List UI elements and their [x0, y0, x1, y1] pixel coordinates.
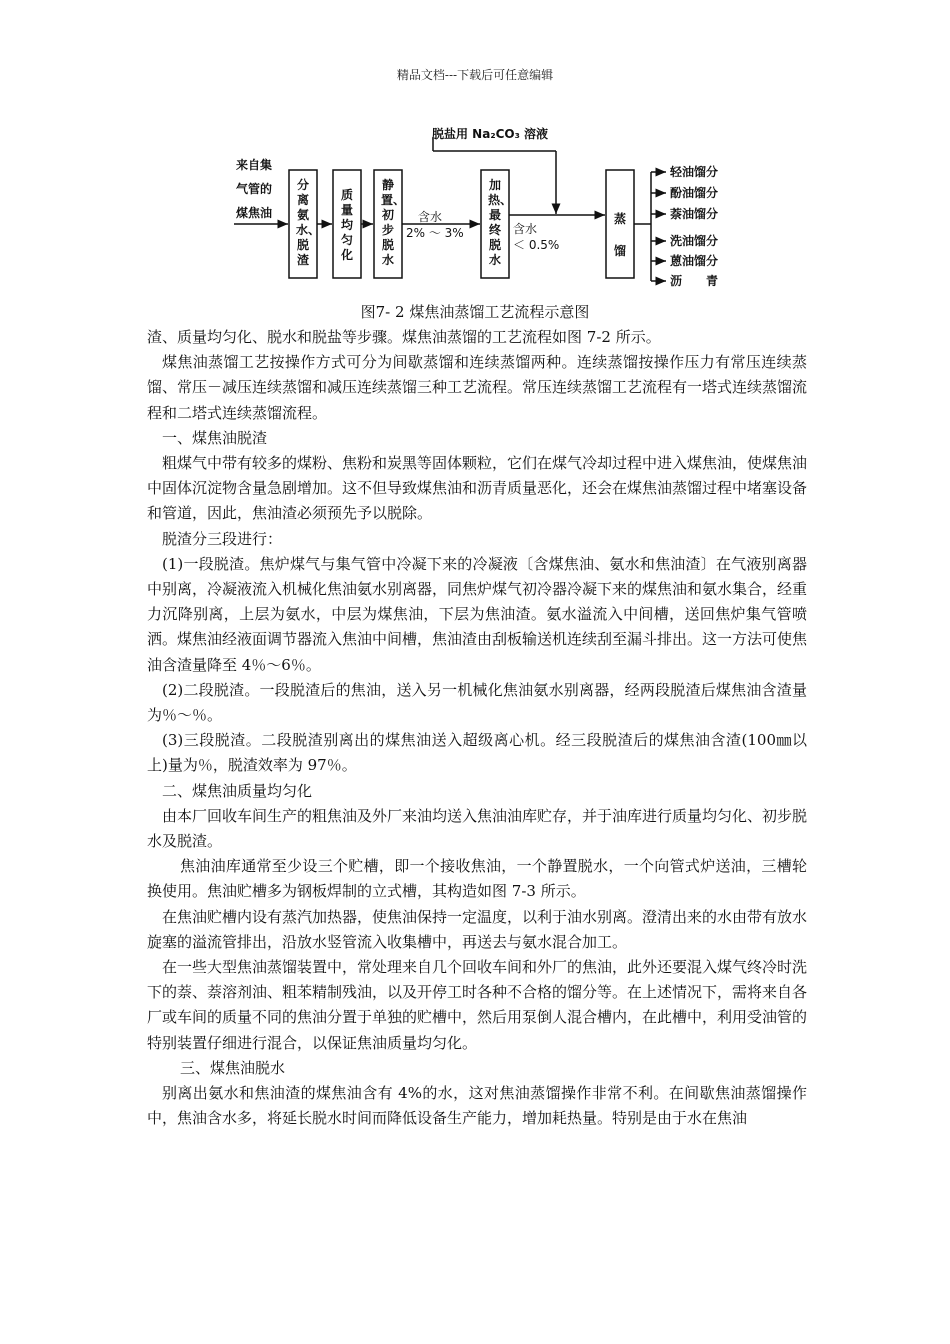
paragraph: 由本厂回收车间生产的粗焦油及外厂来油均送入焦油油库贮存，并于油库进行质量均匀化、初步脱水及脱渣。: [147, 806, 808, 851]
process-flow-diagram: [230, 123, 720, 295]
paragraph: 在焦油贮槽内设有蒸汽加热器，使焦油保持一定温度，以利于油水别离。澄清出来的水由带有放水旋塞的溢流管排出，沿放水竖管流入收集槽中，再送去与氨水混合加工。: [147, 907, 808, 951]
box-settling-label: 静置、初步脱水: [381, 178, 406, 267]
water-label-1: 含水: [418, 210, 443, 224]
source-label-line1: 来自集: [236, 158, 273, 172]
paragraph: (1)一段脱渣。焦炉煤气与集气管中冷凝下来的冷凝液〔含煤焦油、氨水和焦油渣〕在气液别离器中别离，冷凝液流入机械化焦油氨水别离器，同焦炉煤气初冷器冷凝下来的煤焦油和氨水集合，经重力沉降别离，上层为氨水，中层为煤焦油，下层为焦油渣。氨水溢流入中间槽，送回焦炉集气管喷洒。煤焦油经液面调节器流入焦油中间槽，焦油渣由刮板输送机连续刮至漏斗排出。这一方法可使焦油含渣量降至 4％～6％。: [147, 554, 808, 674]
paragraph: 粗煤气中带有较多的煤粉、焦粉和炭黑等固体颗粒，它们在煤气冷却过程中进入煤焦油，使煤焦油中固体沉淀物含量急剧增加。这不但导致煤焦油和沥青质量恶化，还会在煤焦油蒸馏过程中堵塞设备和管道，因此，焦油渣必须预先予以脱除。: [147, 454, 808, 523]
box-homogenization-label: 质量均匀化: [340, 188, 353, 262]
section-heading: 三、煤焦油脱水: [180, 1058, 286, 1077]
document-body: [147, 325, 807, 1132]
paragraph: 别离出氨水和焦油渣的煤焦油含有 4%的水，这对焦油蒸馏操作非常不利。在间歇焦油蒸馏操作中，焦油含水多，将延长脱水时间而降低设备生产能力，增加耗热量。特别是由于水在焦油: [147, 1084, 807, 1128]
section-heading: 二、煤焦油质量均匀化: [162, 781, 313, 800]
output-phenol-oil: 酚油馏分: [670, 186, 719, 200]
source-label-line3: 煤焦油: [236, 206, 273, 220]
box-distillation-label: 蒸馏: [613, 212, 626, 258]
output-naphthalene-oil: 萘油馏分: [670, 207, 719, 221]
output-pitch: 沥 青: [670, 274, 719, 288]
source-label-line2: 气管的: [236, 182, 273, 196]
paragraph: 焦油油库通常至少设三个贮槽，即一个接收焦油，一个静置脱水，一个向管式炉送油，三槽轮换使用。焦油贮槽多为钢板焊制的立式槽，其构造如图 7-3 所示。: [147, 857, 807, 901]
na2co3-label: 脱盐用 Na₂CO₃ 溶液: [432, 127, 549, 141]
output-anthracene-oil: 蒽油馏分: [670, 254, 719, 268]
paragraph: 脱渣分三段进行：: [162, 529, 283, 548]
water-value-1: 2% ～ 3%: [406, 226, 464, 240]
box-separation-label: 分离氨水、脱渣: [296, 178, 321, 267]
section-heading: 一、煤焦油脱渣: [162, 428, 268, 447]
paragraph: 渣、质量均匀化、脱水和脱盐等步骤。煤焦油蒸馏的工艺流程如图 7-2 所示。: [147, 328, 661, 346]
water-label-2: 含水: [513, 222, 538, 236]
figure-caption: 图7- 2 煤焦油蒸馏工艺流程示意图: [360, 303, 590, 321]
paragraph: 在一些大型焦油蒸馏装置中，常处理来自几个回收车间和外厂的焦油，此外还要混入煤气终冷时洗下的萘、萘溶剂油、粗苯精制残油，以及开停工时各种不合格的馏分等。在上述情况下，需将来自各厂或车间的质量不同的焦油分置于单独的贮槽中，然后用泵倒人混合槽内，在此槽中，利用受油管的特别装置仔细进行混合，以保证焦油质量均匀化。: [147, 958, 808, 1052]
paragraph: (3)三段脱渣。二段脱渣别离出的煤焦油送入超级离心机。经三段脱渣后的煤焦油含渣(100㎜以上)量为％，脱渣效率为 97％。: [147, 731, 807, 775]
output-light-oil: 轻油馏分: [670, 165, 719, 179]
page-header: 精品文档---下载后可任意编辑: [396, 68, 554, 82]
paragraph: 煤焦油蒸馏工艺按操作方式可分为间歇蒸馏和连续蒸馏两种。连续蒸馏按操作压力有常压连续蒸馏、常压－减压连续蒸馏和减压连续蒸馏三种工艺流程。常压连续蒸馏工艺流程有一塔式连续蒸馏流程和二塔式连续蒸馏流程。: [147, 353, 808, 422]
water-value-2: ＜ 0.5%: [513, 238, 560, 252]
paragraph: (2)二段脱渣。一段脱渣后的焦油，送入另一机械化焦油氨水别离器，经两段脱渣后煤焦油含渣量为％～％。: [147, 680, 807, 725]
output-wash-oil: 洗油馏分: [670, 234, 719, 248]
box-heating-label: 加热、最终脱水: [488, 178, 513, 267]
